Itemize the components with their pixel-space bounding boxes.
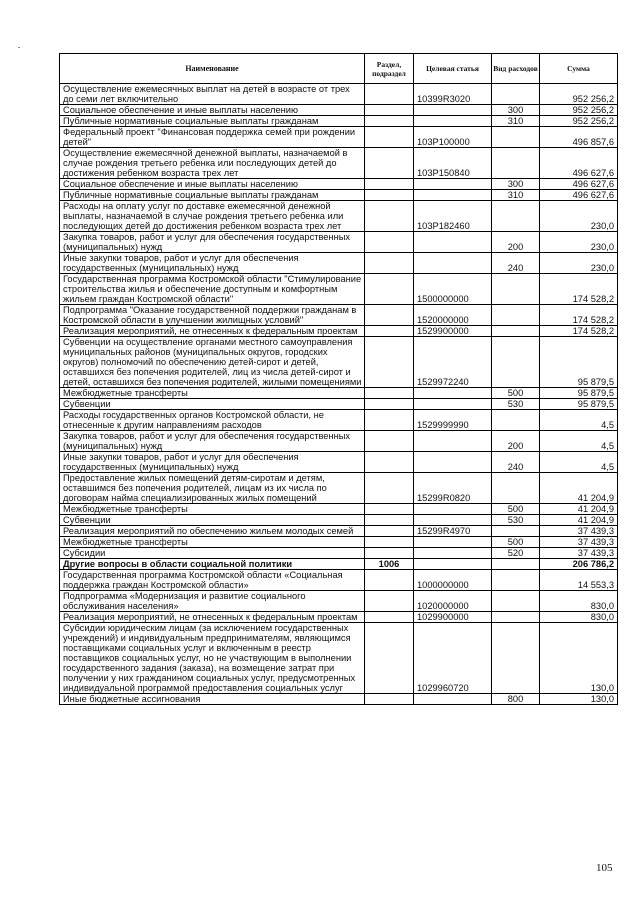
cell-name: Субвенции xyxy=(60,515,365,526)
cell-kind xyxy=(492,559,540,570)
cell-sum: 37 439,3 xyxy=(540,537,618,548)
cell-kind xyxy=(492,473,540,504)
cell-kind: 800 xyxy=(492,694,540,705)
cell-kind: 500 xyxy=(492,504,540,515)
cell-sum: 130,0 xyxy=(540,623,618,694)
cell-section xyxy=(365,623,414,694)
cell-name: Государственная программа Костромской области «Социальная поддержка граждан Костромской области» xyxy=(60,570,365,591)
cell-kind xyxy=(492,127,540,148)
cell-name: Реализация мероприятий, не отнесенных к федеральным проектам xyxy=(60,612,365,623)
cell-section xyxy=(365,452,414,473)
cell-section xyxy=(365,337,414,388)
cell-sum: 95 879,5 xyxy=(540,388,618,399)
table-row xyxy=(60,559,618,570)
cell-article xyxy=(414,548,492,559)
cell-name: Расходы на оплату услуг по доставке ежемесячной денежной выплаты, назначаемой в случае рождения третьего ребенка или последующих детей до достижения ребенком возраста трех лет xyxy=(60,201,365,232)
header-article: Целевая статья xyxy=(414,54,492,84)
cell-article: 1529900000 xyxy=(414,326,492,337)
cell-sum: 174 528,2 xyxy=(540,326,618,337)
cell-kind xyxy=(492,570,540,591)
cell-section xyxy=(365,190,414,201)
cell-article: 15299R4970 xyxy=(414,526,492,537)
cell-name: Государственная программа Костромской области "Стимулирование строительства жилья и обеспечение доступным и комфортным жильем граждан Костромской области" xyxy=(60,274,365,305)
cell-section xyxy=(365,326,414,337)
cell-section xyxy=(365,388,414,399)
cell-section xyxy=(365,548,414,559)
cell-name: Подпрограмма "Оказание государственной поддержки гражданам в Костромской области в улучшении жилищных условий" xyxy=(60,305,365,326)
table-row xyxy=(60,399,618,410)
cell-name: Межбюджетные трансферты xyxy=(60,504,365,515)
cell-sum: 95 879,5 xyxy=(540,399,618,410)
cell-article: 1020000000 xyxy=(414,591,492,612)
cell-article xyxy=(414,504,492,515)
cell-sum: 496 857,6 xyxy=(540,127,618,148)
table-row xyxy=(60,388,618,399)
cell-article: 10399R3020 xyxy=(414,84,492,105)
cell-article: 103P150840 xyxy=(414,148,492,179)
table-row xyxy=(60,253,618,274)
cell-article: 103P182460 xyxy=(414,201,492,232)
cell-section xyxy=(365,612,414,623)
cell-sum: 230,0 xyxy=(540,232,618,253)
cell-sum: 41 204,9 xyxy=(540,504,618,515)
table-row xyxy=(60,148,618,179)
cell-sum: 130,0 xyxy=(540,694,618,705)
table-row xyxy=(60,548,618,559)
cell-sum: 37 439,3 xyxy=(540,548,618,559)
cell-article: 1500000000 xyxy=(414,274,492,305)
cell-section xyxy=(365,515,414,526)
cell-kind: 520 xyxy=(492,548,540,559)
table-body xyxy=(60,84,618,705)
cell-sum: 4,5 xyxy=(540,431,618,452)
table-row xyxy=(60,591,618,612)
cell-article xyxy=(414,515,492,526)
cell-kind xyxy=(492,305,540,326)
cell-kind: 200 xyxy=(492,431,540,452)
cell-kind xyxy=(492,148,540,179)
table-row xyxy=(60,623,618,694)
table-row xyxy=(60,201,618,232)
cell-article: 15299R0820 xyxy=(414,473,492,504)
cell-section xyxy=(365,399,414,410)
cell-sum: 952 256,2 xyxy=(540,84,618,105)
table-row xyxy=(60,570,618,591)
cell-name: Осуществление ежемесячной денежной выплаты, назначаемой в случае рождения третьего ребенка или последующих детей до достижения ребенком возраста трех лет xyxy=(60,148,365,179)
cell-name: Закупка товаров, работ и услуг для обеспечения государственных (муниципальных) нужд xyxy=(60,232,365,253)
cell-name: Осуществление ежемесячных выплат на детей в возрасте от трех до семи лет включительно xyxy=(60,84,365,105)
cell-sum: 496 627,6 xyxy=(540,148,618,179)
cell-section xyxy=(365,410,414,431)
cell-article xyxy=(414,253,492,274)
table-row xyxy=(60,84,618,105)
cell-sum: 496 627,6 xyxy=(540,190,618,201)
cell-article xyxy=(414,116,492,127)
cell-kind: 240 xyxy=(492,452,540,473)
header-sum: Сумма xyxy=(540,54,618,84)
cell-name: Реализация мероприятий, не отнесенных к федеральным проектам xyxy=(60,326,365,337)
cell-sum: 496 627,6 xyxy=(540,179,618,190)
table-row xyxy=(60,337,618,388)
cell-section xyxy=(365,473,414,504)
cell-article: 1029960720 xyxy=(414,623,492,694)
cell-section xyxy=(365,431,414,452)
table-row xyxy=(60,526,618,537)
page-number: 105 xyxy=(596,862,613,874)
table-row xyxy=(60,410,618,431)
cell-article: 1520000000 xyxy=(414,305,492,326)
cell-kind xyxy=(492,623,540,694)
cell-article xyxy=(414,559,492,570)
table-row xyxy=(60,452,618,473)
table-row xyxy=(60,504,618,515)
cell-name: Иные закупки товаров, работ и услуг для обеспечения государственных (муниципальных) нужд xyxy=(60,452,365,473)
cell-name: Межбюджетные трансферты xyxy=(60,388,365,399)
cell-name: Социальное обеспечение и иные выплаты населению xyxy=(60,179,365,190)
cell-sum: 174 528,2 xyxy=(540,274,618,305)
cell-kind xyxy=(492,84,540,105)
cell-section xyxy=(365,305,414,326)
cell-section xyxy=(365,84,414,105)
cell-kind: 310 xyxy=(492,190,540,201)
cell-section xyxy=(365,232,414,253)
budget-table xyxy=(59,53,618,705)
cell-kind xyxy=(492,337,540,388)
cell-section xyxy=(365,179,414,190)
cell-article xyxy=(414,694,492,705)
cell-article xyxy=(414,105,492,116)
header-section: Раздел, подраздел xyxy=(365,54,414,84)
table-header xyxy=(60,54,618,84)
cell-name: Субсидии xyxy=(60,548,365,559)
cell-section xyxy=(365,504,414,515)
cell-sum: 14 553,3 xyxy=(540,570,618,591)
cell-sum: 95 879,5 xyxy=(540,337,618,388)
cell-section xyxy=(365,274,414,305)
cell-section xyxy=(365,253,414,274)
cell-kind xyxy=(492,274,540,305)
cell-section xyxy=(365,105,414,116)
cell-sum: 830,0 xyxy=(540,612,618,623)
cell-article: 103P100000 xyxy=(414,127,492,148)
cell-kind xyxy=(492,612,540,623)
cell-kind: 300 xyxy=(492,179,540,190)
cell-kind: 530 xyxy=(492,515,540,526)
cell-article: 1529972240 xyxy=(414,337,492,388)
cell-article xyxy=(414,232,492,253)
table-row xyxy=(60,105,618,116)
cell-name: Федеральный проект "Финансовая поддержка семей при рождении детей" xyxy=(60,127,365,148)
cell-kind: 300 xyxy=(492,105,540,116)
table-row xyxy=(60,612,618,623)
cell-sum: 830,0 xyxy=(540,591,618,612)
cell-article xyxy=(414,190,492,201)
cell-sum: 41 204,9 xyxy=(540,473,618,504)
table-row xyxy=(60,326,618,337)
cell-sum: 41 204,9 xyxy=(540,515,618,526)
cell-sum: 206 786,2 xyxy=(540,559,618,570)
cell-article xyxy=(414,431,492,452)
cell-name: Другие вопросы в области социальной политики xyxy=(60,559,365,570)
cell-kind: 500 xyxy=(492,388,540,399)
cell-kind xyxy=(492,201,540,232)
cell-sum: 37 439,3 xyxy=(540,526,618,537)
cell-name: Расходы государственных органов Костромской области, не отнесенные к другим направлениям расходов xyxy=(60,410,365,431)
cell-sum: 952 256,2 xyxy=(540,105,618,116)
cell-article: 1029900000 xyxy=(414,612,492,623)
cell-article xyxy=(414,452,492,473)
table-row xyxy=(60,127,618,148)
cell-sum: 230,0 xyxy=(540,201,618,232)
cell-name: Социальное обеспечение и иные выплаты населению xyxy=(60,105,365,116)
cell-sum: 174 528,2 xyxy=(540,305,618,326)
table-row xyxy=(60,116,618,127)
table-row xyxy=(60,537,618,548)
cell-name: Иные бюджетные ассигнования xyxy=(60,694,365,705)
cell-kind: 500 xyxy=(492,537,540,548)
table-row xyxy=(60,431,618,452)
table-row xyxy=(60,515,618,526)
cell-section xyxy=(365,127,414,148)
cell-article: 1529999990 xyxy=(414,410,492,431)
table-row xyxy=(60,274,618,305)
cell-name: Иные закупки товаров, работ и услуг для обеспечения государственных (муниципальных) нужд xyxy=(60,253,365,274)
cell-section xyxy=(365,537,414,548)
cell-article xyxy=(414,388,492,399)
table-row xyxy=(60,473,618,504)
cell-kind xyxy=(492,526,540,537)
cell-name: Публичные нормативные социальные выплаты гражданам xyxy=(60,190,365,201)
table-row xyxy=(60,179,618,190)
cell-name: Субсидии юридическим лицам (за исключением государственных учреждений) и индивидуальным предпринимателям, являющимся поставщиками социальных услуг и включенным в реестр поставщиков социальных услуг, но не участвующим в выполнении государственного задания (заказа), на возмещение затрат при получении у них гражданином социальных услуг, предусмотренных индивидуальной программой предоставления социальных услуг xyxy=(60,623,365,694)
cell-name: Подпрограмма «Модернизация и развитие социального обслуживания населения» xyxy=(60,591,365,612)
cell-section xyxy=(365,116,414,127)
table-row xyxy=(60,232,618,253)
cell-section: 1006 xyxy=(365,559,414,570)
table-row xyxy=(60,305,618,326)
cell-sum: 230,0 xyxy=(540,253,618,274)
cell-kind: 200 xyxy=(492,232,540,253)
cell-section xyxy=(365,148,414,179)
cell-sum: 4,5 xyxy=(540,452,618,473)
cell-sum: 4,5 xyxy=(540,410,618,431)
cell-section xyxy=(365,570,414,591)
cell-section xyxy=(365,694,414,705)
cell-kind xyxy=(492,326,540,337)
table-row xyxy=(60,694,618,705)
cell-article xyxy=(414,399,492,410)
margin-mark xyxy=(18,47,20,48)
cell-name: Публичные нормативные социальные выплаты гражданам xyxy=(60,116,365,127)
cell-kind: 530 xyxy=(492,399,540,410)
cell-kind: 240 xyxy=(492,253,540,274)
cell-name: Предоставление жилых помещений детям-сиротам и детям, оставшимся без попечения родителей, лицам из их числа по договорам найма специализированных жилых помещений xyxy=(60,473,365,504)
cell-sum: 952 256,2 xyxy=(540,116,618,127)
cell-kind xyxy=(492,410,540,431)
cell-name: Реализация мероприятий по обеспечению жильем молодых семей xyxy=(60,526,365,537)
header-name: Наименование xyxy=(60,54,365,84)
cell-article xyxy=(414,179,492,190)
cell-kind xyxy=(492,591,540,612)
cell-article xyxy=(414,537,492,548)
table-row xyxy=(60,190,618,201)
cell-name: Межбюджетные трансферты xyxy=(60,537,365,548)
header-kind: Вид расходов xyxy=(492,54,540,84)
cell-name: Закупка товаров, работ и услуг для обеспечения государственных (муниципальных) нужд xyxy=(60,431,365,452)
cell-article: 1000000000 xyxy=(414,570,492,591)
cell-section xyxy=(365,526,414,537)
cell-section xyxy=(365,201,414,232)
cell-name: Субвенции xyxy=(60,399,365,410)
cell-kind: 310 xyxy=(492,116,540,127)
cell-section xyxy=(365,591,414,612)
cell-name: Субвенции на осуществление органами местного самоуправления муниципальных районов (муниципальных округов, городских округов) полномочий по обеспечению детей-сирот и детей, оставшихся без попечения родителей, лиц из числа детей-сирот и детей, оставшихся без попечения родителей, жилыми помещениями xyxy=(60,337,365,388)
